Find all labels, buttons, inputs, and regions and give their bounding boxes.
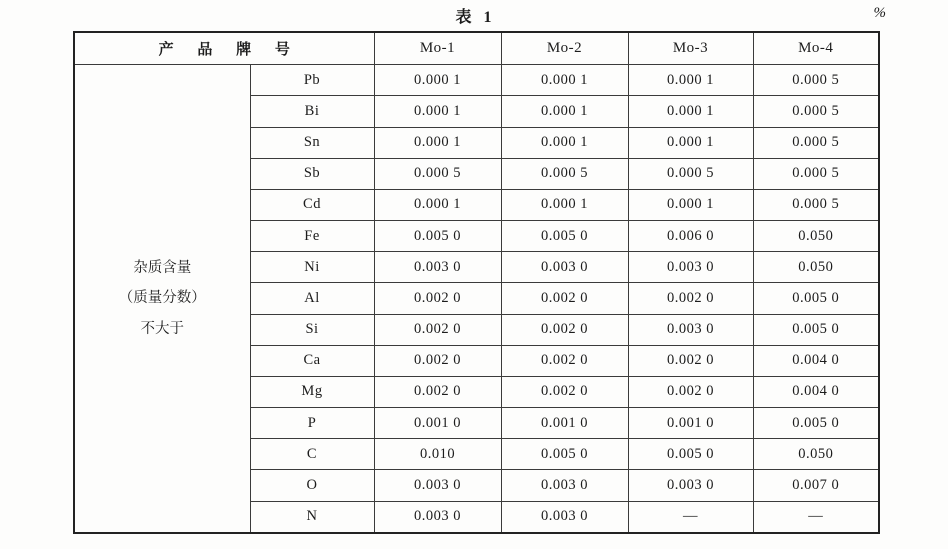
group-label-line3: 不大于 (140, 320, 184, 337)
value-cell: 0.000 1 (374, 189, 501, 220)
value-cell: 0.002 0 (628, 376, 753, 407)
value-cell: 0.000 1 (628, 65, 753, 96)
element-cell: N (250, 501, 374, 533)
value-cell: 0.000 1 (501, 127, 628, 158)
element-cell: Fe (250, 221, 374, 252)
table-header-row (74, 32, 879, 65)
element-cell: C (250, 439, 374, 470)
element-cell: Mg (250, 376, 374, 407)
value-cell: 0.005 0 (628, 439, 753, 470)
column-header-mo2: Mo-2 (501, 32, 628, 65)
value-cell: 0.002 0 (501, 376, 628, 407)
value-cell: 0.000 5 (753, 65, 879, 96)
value-cell: 0.000 5 (501, 158, 628, 189)
unit-label: % (873, 5, 886, 21)
value-cell: 0.000 5 (628, 158, 753, 189)
value-cell: 0.003 0 (374, 252, 501, 283)
value-cell: 0.004 0 (753, 345, 879, 376)
group-label-line1: 杂质含量 (133, 259, 192, 276)
element-cell: P (250, 408, 374, 439)
value-cell: 0.002 0 (501, 314, 628, 345)
value-cell: 0.005 0 (753, 314, 879, 345)
impurity-spec-table (73, 31, 880, 534)
value-cell: 0.000 1 (374, 65, 501, 96)
element-cell: Cd (250, 189, 374, 220)
column-header-mo3: Mo-3 (628, 32, 753, 65)
value-cell: 0.005 0 (753, 408, 879, 439)
value-cell: 0.005 0 (501, 439, 628, 470)
value-cell: 0.001 0 (628, 408, 753, 439)
value-cell: 0.000 5 (753, 189, 879, 220)
impurity-group-label (74, 65, 250, 533)
value-cell: 0.000 5 (753, 96, 879, 127)
value-cell: 0.002 0 (628, 283, 753, 314)
value-cell: 0.002 0 (374, 345, 501, 376)
value-cell: 0.003 0 (628, 470, 753, 501)
element-cell: Sn (250, 127, 374, 158)
value-cell: 0.001 0 (374, 408, 501, 439)
value-cell: 0.000 1 (628, 127, 753, 158)
value-cell: 0.050 (753, 221, 879, 252)
value-cell: 0.000 1 (501, 189, 628, 220)
element-cell: Sb (250, 158, 374, 189)
value-cell: 0.005 0 (374, 221, 501, 252)
column-header-mo4: Mo-4 (753, 32, 879, 65)
value-cell: 0.000 1 (628, 189, 753, 220)
value-cell: 0.002 0 (374, 283, 501, 314)
value-cell: 0.000 1 (374, 127, 501, 158)
product-grade-header: 产 品 牌 号 (74, 32, 374, 65)
value-cell: 0.002 0 (501, 345, 628, 376)
element-cell: Si (250, 314, 374, 345)
value-cell: 0.000 5 (753, 127, 879, 158)
value-cell: 0.003 0 (628, 314, 753, 345)
element-cell: Bi (250, 96, 374, 127)
value-cell: 0.001 0 (501, 408, 628, 439)
element-cell: Al (250, 283, 374, 314)
element-cell: Ni (250, 252, 374, 283)
value-cell: 0.003 0 (374, 501, 501, 533)
table-row-pb (74, 65, 879, 96)
value-cell: 0.050 (753, 439, 879, 470)
value-cell: 0.000 1 (501, 65, 628, 96)
value-cell: 0.003 0 (501, 501, 628, 533)
value-cell: 0.006 0 (628, 221, 753, 252)
value-cell: — (753, 501, 879, 533)
value-cell: 0.000 1 (628, 96, 753, 127)
value-cell: 0.003 0 (501, 252, 628, 283)
column-header-mo1: Mo-1 (374, 32, 501, 65)
value-cell: 0.002 0 (374, 314, 501, 345)
value-cell: 0.002 0 (501, 283, 628, 314)
value-cell: 0.010 (374, 439, 501, 470)
element-cell: O (250, 470, 374, 501)
value-cell: 0.003 0 (501, 470, 628, 501)
value-cell: — (628, 501, 753, 533)
value-cell: 0.004 0 (753, 376, 879, 407)
value-cell: 0.003 0 (628, 252, 753, 283)
value-cell: 0.005 0 (753, 283, 879, 314)
value-cell: 0.000 5 (374, 158, 501, 189)
element-cell: Ca (250, 345, 374, 376)
table-caption-row (73, 4, 886, 28)
group-label-line2: （质量分数） (118, 290, 206, 307)
element-cell: Pb (250, 65, 374, 96)
value-cell: 0.000 1 (501, 96, 628, 127)
value-cell: 0.000 1 (374, 96, 501, 127)
value-cell: 0.005 0 (501, 221, 628, 252)
value-cell: 0.002 0 (628, 345, 753, 376)
value-cell: 0.003 0 (374, 470, 501, 501)
value-cell: 0.050 (753, 252, 879, 283)
value-cell: 0.002 0 (374, 376, 501, 407)
value-cell: 0.007 0 (753, 470, 879, 501)
table-title: 表 1 (455, 9, 496, 26)
value-cell: 0.000 5 (753, 158, 879, 189)
